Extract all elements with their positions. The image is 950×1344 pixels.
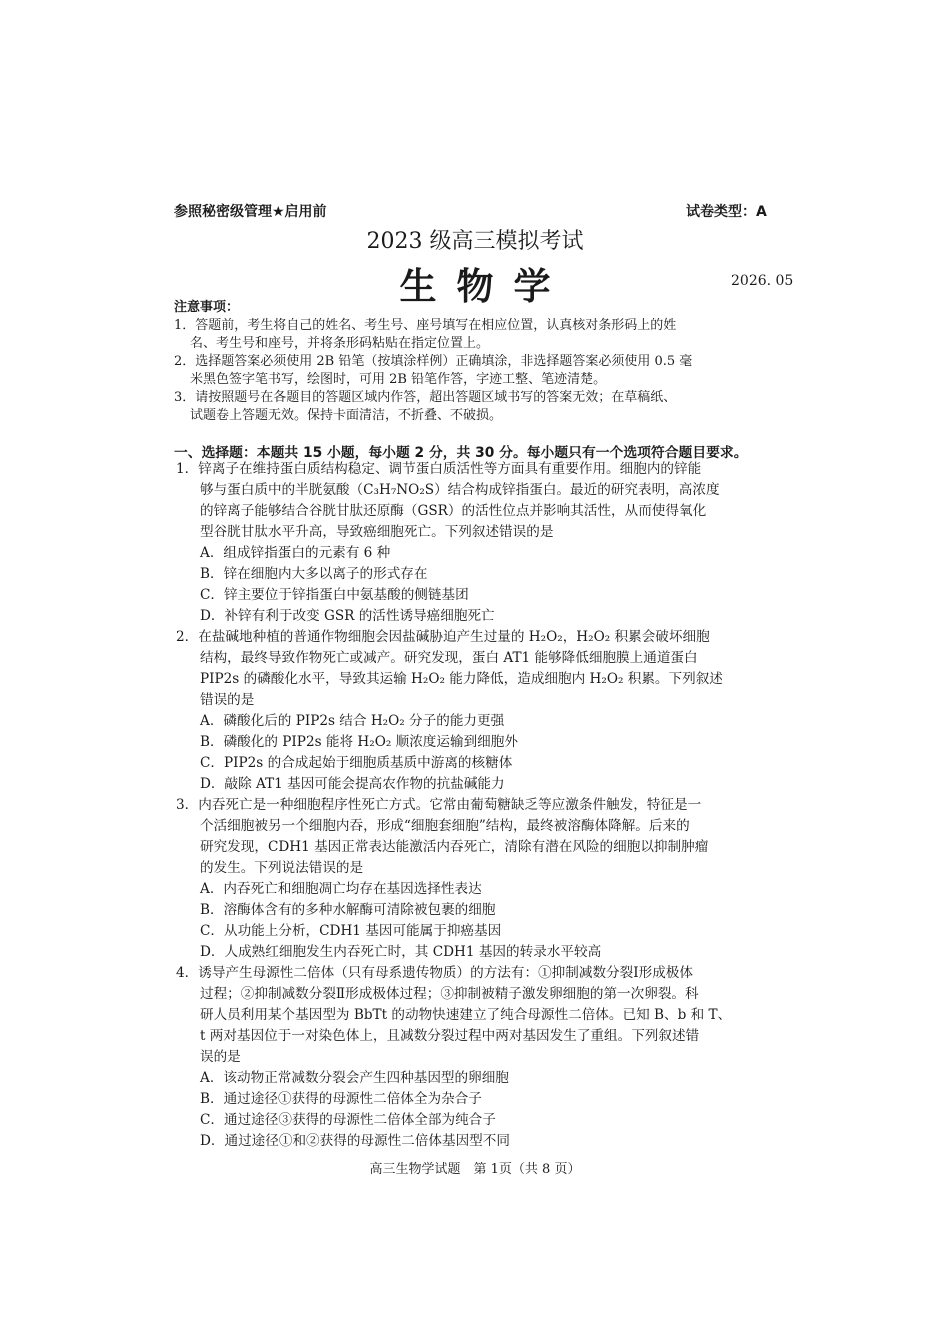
note-item: [174, 389, 794, 425]
question-stem-line: 个活细胞被另一个细胞内吞，形成“细胞套细胞”结构，最终被溶酶体降解。后来的: [200, 818, 690, 834]
question-1: [176, 459, 796, 627]
subject-title: 生物学: [399, 264, 571, 308]
option-b: B．通过途径①获得的母源性二倍体全为杂合子: [200, 1091, 482, 1107]
secrecy-label: 参照秘密级管理★启用前: [174, 204, 327, 220]
question-stem-line: 研人员利用某个基因型为 BbTt 的动物快速建立了纯合母源性二倍体。已知 B、b 和 T、: [200, 1007, 732, 1023]
question-2: [176, 627, 796, 795]
note-line: 3．请按照题号在各题目的答题区域内作答，超出答题区域书写的答案无效；在草稿纸、: [174, 390, 677, 405]
section-title: 一、选择题：本题共 15 小题，每小题 2 分，共 30 分。每小题只有一个选项符合题目要求。: [174, 445, 748, 461]
question-stem-line: 结构，最终导致作物死亡或减产。研究发现，蛋白 AT1 能够降低细胞膜上通道蛋白: [200, 650, 698, 666]
note-item: [174, 317, 794, 353]
option-d: D．人成熟红细胞发生内吞死亡时，其 CDH1 基因的转录水平较高: [200, 944, 602, 960]
note-line: 2．选择题答案必须使用 2B 铅笔（按填涂样例）正确填涂，非选择题答案必须使用 0.5 毫: [174, 354, 693, 369]
paper-type-label: 试卷类型：A: [686, 204, 767, 220]
note-line: 1．答题前，考生将自己的姓名、考生号、座号填写在相应位置，认真核对条形码上的姓: [174, 318, 677, 333]
question-stem-line: 误的是: [200, 1049, 241, 1065]
question-stem-line: 的发生。下列说法错误的是: [200, 860, 364, 876]
question-stem-line: t 两对基因位于一对染色体上，且减数分裂过程中两对基因发生了重组。下列叙述错: [200, 1028, 700, 1044]
question-stem-line: 错误的是: [200, 692, 255, 708]
option-b: B．溶酶体含有的多种水解酶可清除被包裹的细胞: [200, 902, 496, 918]
notes-block: [174, 299, 794, 425]
note-line: 名、考生号和座号，并将条形码粘贴在指定位置上。: [190, 336, 490, 351]
question-stem-line: 的锌离子能够结合谷胱甘肽还原酶（GSR）的活性位点并影响其活性，从而使得氧化: [200, 503, 707, 519]
option-c: C．PIP2s 的合成起始于细胞质基质中游离的核糖体: [200, 755, 513, 771]
option-c: C．从功能上分析，CDH1 基因可能属于抑癌基因: [200, 923, 502, 939]
option-c: C．锌主要位于锌指蛋白中氨基酸的侧链基团: [200, 587, 469, 603]
option-d: D．补锌有利于改变 GSR 的活性诱导癌细胞死亡: [200, 608, 495, 624]
note-line: 米黑色签字笔书写，绘图时，可用 2B 铅笔作答，字迹工整、笔迹清楚。: [190, 372, 607, 387]
question-3: [176, 795, 796, 963]
question-stem-line: 2．在盐碱地种植的普通作物细胞会因盐碱胁迫产生过量的 H₂O₂，H₂O₂ 积累会破坏细胞: [176, 629, 710, 645]
question-stem-line: 研究发现，CDH1 基因正常表达能激活内吞死亡，清除有潜在风险的细胞以抑制肿瘤: [200, 839, 709, 855]
question-stem-line: PIP2s 的磷酸化水平，导致其运输 H₂O₂ 能力降低，造成细胞内 H₂O₂ 积累。下列叙述: [200, 671, 723, 687]
option-a: A．组成锌指蛋白的元素有 6 种: [200, 545, 391, 561]
option-d: D．通过途径①和②获得的母源性二倍体基因型不同: [200, 1133, 510, 1149]
notes-title: 注意事项：: [174, 300, 240, 315]
option-a: A．该动物正常减数分裂会产生四种基因型的卵细胞: [200, 1070, 509, 1086]
option-a: A．内吞死亡和细胞凋亡均存在基因选择性表达: [200, 881, 482, 897]
option-c: C．通过途径③获得的母源性二倍体全部为纯合子: [200, 1112, 496, 1128]
question-stem-line: 型谷胱甘肽水平升高，导致癌细胞死亡。下列叙述错误的是: [200, 524, 554, 540]
exam-date: 2026. 05: [731, 273, 794, 289]
option-d: D．敲除 AT1 基因可能会提高农作物的抗盐碱能力: [200, 776, 505, 792]
question-stem-line: 过程；②抑制减数分裂Ⅱ形成极体过程；③抑制被精子激发卵细胞的第一次卵裂。科: [200, 986, 699, 1002]
question-stem-line: 够与蛋白质中的半胱氨酸（C₃H₇NO₂S）结合构成锌指蛋白。最近的研究表明，高浓度: [200, 482, 720, 498]
question-stem-line: 4．诱导产生母源性二倍体（只有母系遗传物质）的方法有：①抑制减数分裂Ⅰ形成极体: [176, 965, 693, 981]
question-4: [176, 963, 796, 1152]
exam-title: 2023 级高三模拟考试: [366, 229, 584, 254]
note-line: 试题卷上答题无效。保持卡面清洁，不折叠、不破损。: [190, 408, 503, 423]
option-b: B．锌在细胞内大多以离子的形式存在: [200, 566, 428, 582]
option-b: B．磷酸化的 PIP2s 能将 H₂O₂ 顺浓度运输到细胞外: [200, 734, 518, 750]
option-a: A．磷酸化后的 PIP2s 结合 H₂O₂ 分子的能力更强: [200, 713, 505, 729]
page-footer: 高三生物学试题 第 1页（共 8 页）: [369, 1162, 581, 1177]
question-stem-line: 1．锌离子在维持蛋白质结构稳定、调节蛋白质活性等方面具有重要作用。细胞内的锌能: [176, 461, 702, 477]
question-stem-line: 3．内吞死亡是一种细胞程序性死亡方式。它常由葡萄糖缺乏等应激条件触发，特征是一: [176, 797, 702, 813]
note-item: [174, 353, 794, 389]
